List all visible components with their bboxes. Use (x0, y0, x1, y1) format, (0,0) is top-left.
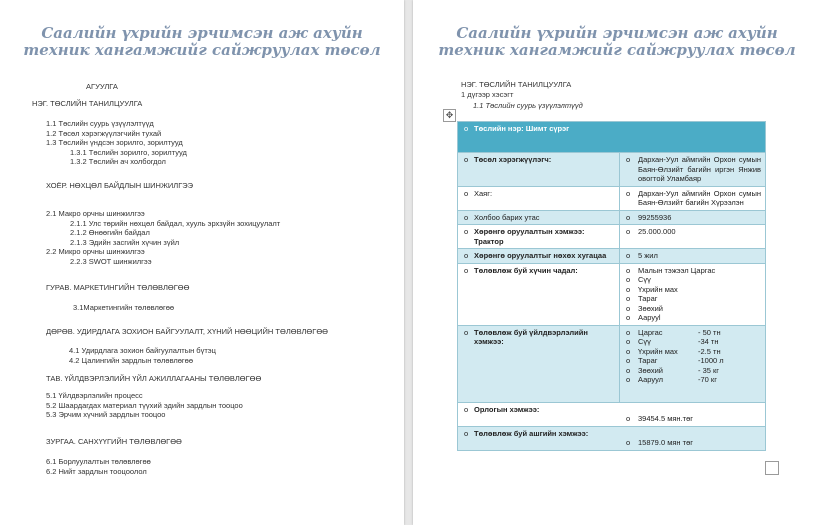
toc-entry[interactable]: 5.2 Шаардагдах материал түүхий эдийн зардлын тооцоо (46, 400, 243, 410)
toc-section-heading[interactable]: ЗУРГАА. САНХҮҮГИЙН ТӨЛӨВЛӨГӨӨ (46, 437, 182, 446)
production-name: o Царгас (638, 327, 663, 337)
row-value: o 99255936 (624, 213, 761, 223)
toc-entry[interactable]: 2.1.1 Улс төрийн нөхцөл байдал, хууль эрхзүйн зохицуулалт (70, 218, 281, 228)
production-name: o Зөөхий (638, 365, 664, 375)
capacity-item: o Аарууl (624, 313, 761, 323)
toc-entry[interactable]: 2.1.2 Өнөөгийн байдал (70, 228, 150, 237)
table-row (458, 210, 766, 225)
toc-entry[interactable]: 4.1 Удирдлага зохион байгуулалтын бүтэц (69, 346, 216, 355)
toc-entry[interactable]: 2.2 Микро орчны шинжилгээ (46, 247, 145, 256)
table-row (458, 426, 766, 450)
production-name: o Тараг (638, 356, 658, 365)
row-value: o Дархан-Уул аймгийн Орхон сумын Баян-Өлзийт багийн иргэн Янжив овогтой Уламбаяр (624, 155, 761, 184)
toc-entry[interactable]: 1.1 Төслийн суурь үзүүлэлтүүд (46, 119, 154, 128)
document-title-line2: техник хангамжийг сайжруулах төсөл (23, 41, 381, 59)
row-label: o Хөрөнгө оруулалтын хэмжээ: Трактор (462, 227, 615, 246)
row-value: o 25.000.000 (624, 227, 761, 237)
project-info-table (457, 121, 766, 451)
table-row (458, 263, 766, 325)
production-name: o Үхрийн мах (638, 346, 678, 356)
toc-entry[interactable]: 2.2.3 SWOT шинжилгээ (70, 256, 152, 266)
table-cell[interactable] (458, 249, 620, 264)
table-cell[interactable] (458, 210, 620, 225)
row-value: o Дархан-Уул аймгийн Орхон сумын Баян-Өлзийт багийн Хүрээлэн (624, 189, 761, 208)
production-item (624, 328, 761, 338)
production-item (624, 347, 761, 357)
production-name: o Ааруул (638, 375, 664, 384)
toc-entry[interactable]: 6.2 Нийт зардлын тооцоолол (46, 466, 147, 476)
production-item (624, 337, 761, 347)
toc-section-list (73, 303, 174, 313)
row-value: o 5 жил (624, 251, 761, 261)
production-amount: -70 кг (698, 375, 717, 384)
production-name: o Сүү (638, 337, 651, 346)
table-row (458, 402, 766, 426)
row-label: o Төлөвлөж буй үйлдвэрлэлийн хэмжээ: (462, 328, 615, 347)
table-cell[interactable] (620, 210, 766, 225)
table-cell[interactable] (458, 263, 620, 325)
production-item (624, 375, 761, 385)
production-amount: -2.5 тн (698, 346, 721, 356)
toc-section-heading[interactable]: ДӨРӨВ. УДИРДЛАГА ЗОХИОН БАЙГУУЛАЛТ, ХҮНИЙ НӨӨЦИЙН ТӨЛӨВЛӨГӨӨ (46, 327, 328, 336)
row-label: o Хөрөнгө оруулалтыг нөхөх хугацаа (462, 251, 615, 261)
toc-entry[interactable]: 3.1Маркетингийн төлөвлөгөө (73, 303, 175, 312)
row-label: o Орлогын хэмжээ: (462, 405, 761, 415)
table-header-row (458, 122, 766, 153)
toc-section-list (69, 346, 216, 365)
table-move-handle-icon[interactable]: ✥ (443, 109, 456, 122)
table-cell[interactable] (458, 402, 766, 426)
table-cell[interactable] (458, 426, 766, 450)
table-cell[interactable] (458, 325, 620, 402)
page-left (0, 0, 404, 525)
table-cell[interactable] (458, 186, 620, 210)
toc-section-heading[interactable]: НЭГ. ТӨСЛИЙН ТАНИЛЦУУЛГА (32, 99, 143, 108)
toc-entry[interactable]: 2.1 Макро орчны шинжилгээ (46, 209, 145, 218)
table-row (458, 249, 766, 264)
capacity-item: o Малын тэжээл Царгас (624, 266, 761, 276)
toc-section-heading[interactable]: ХОЁР. НӨХЦӨЛ БАЙДЛЫН ШИНЖИЛГЭЭ (46, 181, 194, 190)
table-resize-handle[interactable] (765, 461, 779, 475)
table-cell[interactable] (620, 249, 766, 264)
toc-section-list (46, 209, 280, 266)
toc-section-heading[interactable]: ГУРАВ. МАРКЕТИНГИЙН ТӨЛӨВЛӨГӨӨ (46, 283, 190, 292)
project-name-label: o Төслийн нэр: Шимт сүрэг (462, 124, 761, 134)
production-amount: - 35 кг (698, 365, 720, 375)
production-amount: - 50 тн (698, 327, 721, 337)
production-amount: -1000 л (698, 356, 724, 365)
toc-entry[interactable]: 1.3 Төслийн үндсэн зорилго, зорилтууд (46, 138, 183, 147)
row-value: o 15879.0 мян төг (624, 438, 761, 448)
page-right (413, 0, 821, 525)
toc-entry[interactable]: 2.1.3 Эдийн засгийн хүчин зүйл (70, 237, 180, 247)
toc-entry[interactable]: 4.2 Цалингийн зардлын төлөвлөгөө (69, 355, 194, 365)
toc-title: АГУУЛГА (86, 82, 118, 91)
toc-section-list (46, 457, 151, 476)
capacity-item: o Тараг (624, 294, 761, 304)
table-cell[interactable] (620, 325, 766, 402)
capacity-item: o Сүү (624, 275, 761, 285)
document-title-line2: техник хангамжийг сайжруулах төсөл (438, 41, 796, 59)
table-row (458, 153, 766, 187)
toc-entry[interactable]: 1.2 Төсөл хэрэгжүүлэгчийн тухай (46, 128, 162, 138)
table-cell[interactable] (620, 186, 766, 210)
table-cell[interactable] (620, 153, 766, 187)
row-label: o Төлөвлөж буй хүчин чадал: (462, 266, 615, 276)
table-row (458, 325, 766, 402)
document-title-line1: Саалийн үхрийн эрчимсэн аж ахуйн (41, 24, 363, 42)
row-label: o Төлөвлөж буй ашгийн хэмжээ: (462, 429, 761, 439)
production-item (624, 356, 761, 366)
table-cell[interactable] (458, 225, 620, 249)
toc-entry[interactable]: 1.3.1 Төслийн зорилго, зорилтууд (70, 147, 187, 157)
toc-entry[interactable]: 5.1 Үйлдвэрлэлийн процесс (46, 391, 143, 400)
toc-entry[interactable]: 6.1 Борлуулалтын төлөвлөгөө (46, 457, 151, 466)
document-title-line1: Саалийн үхрийн эрчимсэн аж ахуйн (456, 24, 778, 42)
table-cell[interactable] (620, 225, 766, 249)
row-label: o Холбоо барих утас (462, 213, 615, 223)
row-value: o 39454.5 мян.төг (624, 414, 761, 424)
toc-section-heading[interactable]: ТАВ. ҮЙЛДВЭРЛЭЛИЙН ҮЙЛ АЖИЛЛАГААНЫ ТӨЛӨВЛӨГӨӨ (46, 374, 262, 383)
toc-entry[interactable]: 5.3 Эрчим хүчний зардлын тооцоо (46, 410, 166, 419)
table-row (458, 186, 766, 210)
capacity-item: o Үхрийн мах (624, 285, 761, 295)
row-label: o Хаяг: (462, 189, 615, 199)
toc-section-list (46, 119, 187, 167)
table-row (458, 225, 766, 249)
section-subheading-italic: 1.1 Төслийн суурь үзүүлэлтүүд (473, 101, 583, 110)
toc-entry[interactable]: 1.3.2 Төслийн ач холбогдол (70, 157, 166, 166)
production-amount: -34 тн (698, 337, 719, 346)
toc-section-list (46, 391, 243, 420)
table-header-cell[interactable] (458, 122, 766, 153)
row-label: o Төсөл хэрэгжүүлэгч: (462, 155, 615, 165)
section-subheading: 1 дүгээр хэсэгт (461, 90, 514, 99)
section-heading: НЭГ. ТӨСЛИЙН ТАНИЛЦУУЛГА (461, 80, 572, 89)
table-cell[interactable] (620, 263, 766, 325)
table-cell[interactable] (458, 153, 620, 187)
capacity-item: o Зөөхий (624, 304, 761, 314)
production-item (624, 366, 761, 376)
